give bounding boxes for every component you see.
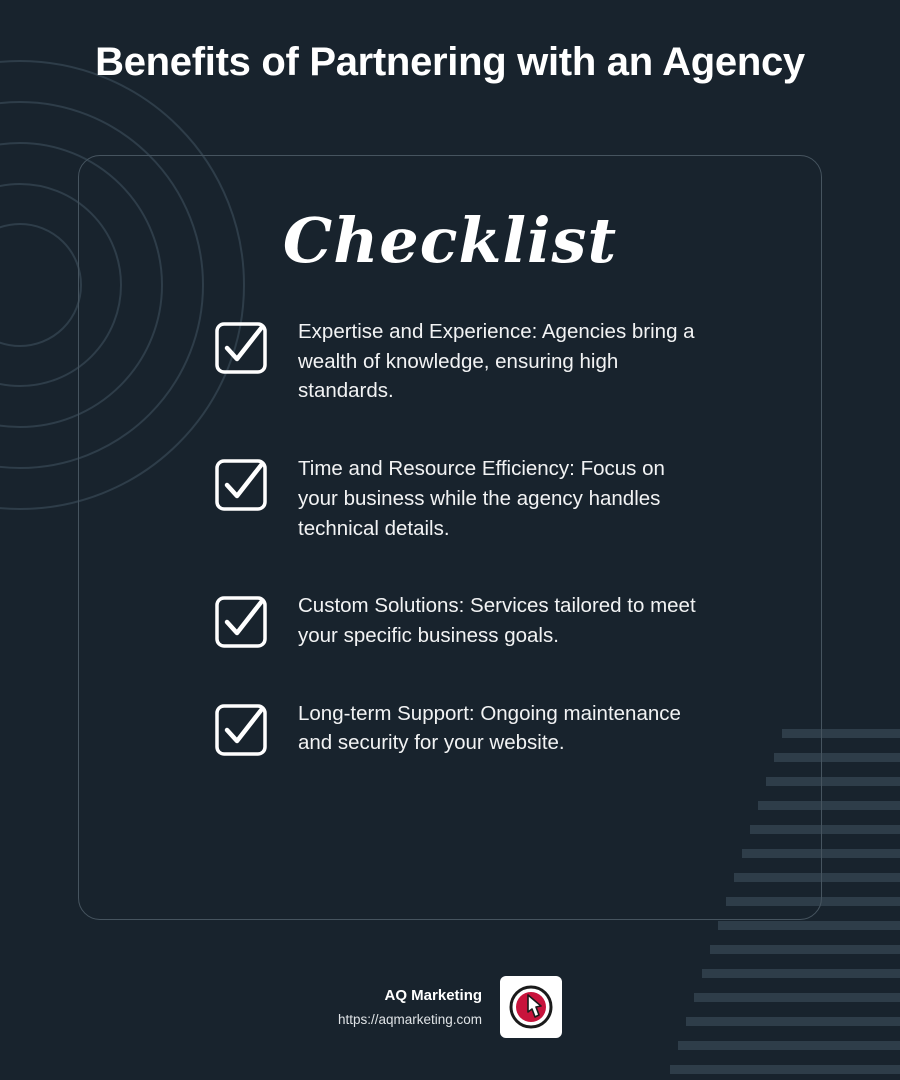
click-cursor-logo-icon <box>500 976 562 1038</box>
list-item-label: Long-term Support: Ongoing maintenance and security for your website. <box>298 701 681 755</box>
stripe-10 <box>710 945 900 954</box>
checklist-card <box>78 155 822 920</box>
card-heading: Checklist <box>282 204 618 277</box>
stripe-14 <box>678 1041 900 1050</box>
checkbox-checked-icon <box>214 595 268 649</box>
brand-url[interactable]: https://aqmarketing.com <box>337 1012 483 1027</box>
footer <box>0 976 900 1038</box>
arc-ring-1 <box>0 223 82 347</box>
checkbox-checked-icon <box>214 321 268 375</box>
checkbox-checked-icon <box>214 458 268 512</box>
stripe-15 <box>670 1065 900 1074</box>
list-item-label: Expertise and Experience: Agencies bring a wealth of knowledge, ensuring high standards. <box>298 320 695 403</box>
page-title: Benefits of Partnering with an Agency <box>95 40 805 84</box>
brand-name: AQ Marketing <box>384 987 483 1004</box>
stripe-9 <box>718 921 900 930</box>
list-item <box>79 317 821 406</box>
list-item <box>79 699 821 758</box>
footer-text-block <box>338 987 482 1027</box>
list-item-label: Custom Solutions: Services tailored to meet your specific business goals. <box>298 594 696 648</box>
checklist <box>79 317 821 758</box>
list-item <box>79 591 821 650</box>
list-item-label: Time and Resource Efficiency: Focus on your business while the agency handles technical details. <box>298 457 665 540</box>
list-item <box>79 454 821 543</box>
checkbox-checked-icon <box>214 703 268 757</box>
